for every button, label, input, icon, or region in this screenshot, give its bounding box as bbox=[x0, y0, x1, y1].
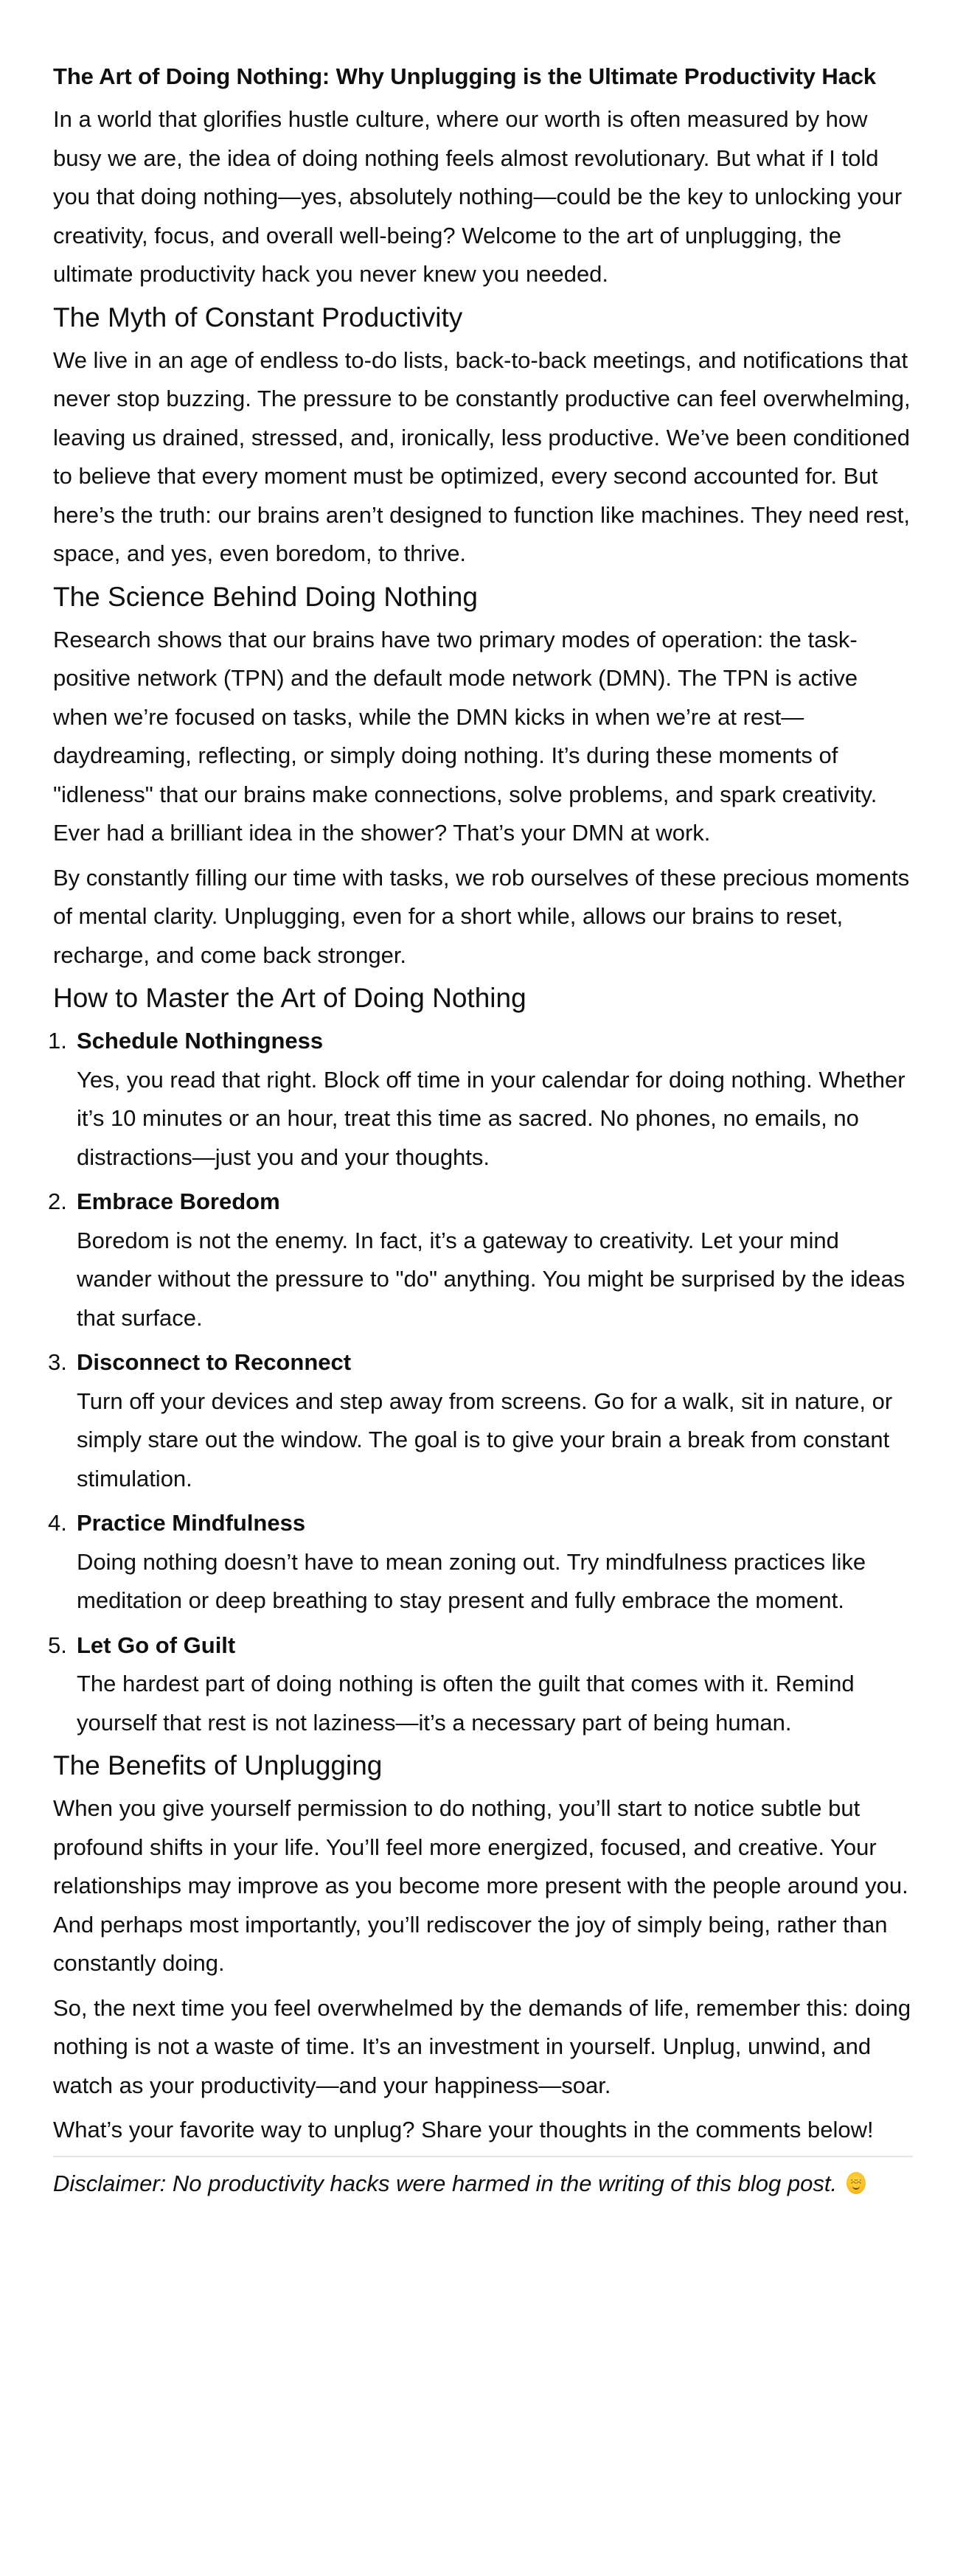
comments-prompt: What’s your favorite way to unplug? Share your thoughts in the comments below! bbox=[53, 2117, 874, 2142]
section-heading: The Myth of Constant Productivity bbox=[53, 302, 463, 333]
divider bbox=[53, 2156, 913, 2157]
list-item-title: Embrace Boredom bbox=[77, 1188, 280, 1214]
section-benefits bbox=[53, 1748, 913, 2150]
list-item-title: Practice Mindfulness bbox=[77, 1510, 306, 1536]
list-item-text: The hardest part of doing nothing is often the guilt that comes with it. Remind yourself that rest is not laziness—it’s a necessary part of being human. bbox=[77, 1671, 855, 1736]
section-science bbox=[53, 579, 913, 975]
list-item-title: Let Go of Guilt bbox=[77, 1632, 236, 1658]
intro-paragraph: In a world that glorifies hustle culture, where our worth is often measured by how busy we are, the idea of doing nothing feels almost revolutionary. But what if I told you that doing nothing—yes, absolutely nothing—could be the key to unlocking your creativity, focus, and overall well-being? Welcome to the art of unplugging, the ultimate productivity hack you never knew you needed. bbox=[53, 106, 903, 287]
section-paragraph: We live in an age of endless to-do lists, back-to-back meetings, and notifications that never stop buzzing. The pressure to be constantly productive can feel overwhelming, leaving us drained, stressed, and, ironically, less productive. We’ve been conditioned to believe that every moment must be optimized, every second accounted for. But here’s the truth: our brains aren’t designed to function like machines. They need rest, space, and yes, even boredom, to thrive. bbox=[53, 347, 911, 566]
list-item-number: 5. bbox=[48, 1632, 67, 1658]
list-item bbox=[48, 1022, 913, 1177]
list-item-number: 2. bbox=[48, 1188, 67, 1214]
list-item-number: 4. bbox=[48, 1510, 67, 1536]
section-paragraph: So, the next time you feel overwhelmed by the demands of life, remember this: doing nothing is not a waste of time. It’s an investment in yourself. Unplug, unwind, and watch as your productivity—and your happiness—soar. bbox=[53, 1994, 911, 2098]
list-item-text: Yes, you read that right. Block off time in your calendar for doing nothing. Whether it’s 10 minutes or an hour, treat this time as sacred. No phones, no emails, no distractions—just you and your thoughts. bbox=[77, 1066, 905, 1170]
list-item bbox=[48, 1626, 913, 1743]
steps-list bbox=[48, 1022, 913, 1742]
list-item-text: Boredom is not the enemy. In fact, it’s a gateway to creativity. Let your mind wander without the pressure to "do" anything. You might be surprised by the ideas that surface. bbox=[77, 1227, 905, 1331]
section-how-to bbox=[48, 981, 913, 1742]
section-myth bbox=[53, 300, 913, 574]
list-item-title: Schedule Nothingness bbox=[77, 1028, 324, 1054]
list-item bbox=[48, 1183, 913, 1337]
article-title: The Art of Doing Nothing: Why Unplugging is the Ultimate Productivity Hack bbox=[53, 63, 877, 89]
smiling-face-icon bbox=[846, 2172, 866, 2194]
section-heading: The Benefits of Unplugging bbox=[53, 1750, 383, 1780]
list-item-text: Turn off your devices and step away from screens. Go for a walk, sit in nature, or simply stare out the window. The goal is to give your brain a break from constant stimulation. bbox=[77, 1388, 893, 1491]
list-item bbox=[48, 1504, 913, 1621]
disclaimer bbox=[53, 2165, 913, 2204]
list-item-text: Doing nothing doesn’t have to mean zoning out. Try mindfulness practices like meditation or deep breathing to stay present and fully embrace the moment. bbox=[77, 1548, 866, 1613]
list-item-number: 1. bbox=[48, 1028, 67, 1054]
section-paragraph: Research shows that our brains have two primary modes of operation: the task-positive network (TPN) and the default mode network (DMN). The TPN is active when we’re focused on tasks, while the DMN kicks in when we’re at rest—daydreaming, reflecting, or simply doing nothing. It’s during these moments of "idleness" that our brains make connections, solve problems, and spark creativity. Ever had a brilliant idea in the shower? That’s your DMN at work. bbox=[53, 626, 877, 846]
list-item-title: Disconnect to Reconnect bbox=[77, 1349, 352, 1375]
section-paragraph: By constantly filling our time with tasks, we rob ourselves of these precious moments of mental clarity. Unplugging, even for a short while, allows our brains to reset, recharge, and come back stronger. bbox=[53, 864, 910, 968]
list-item bbox=[48, 1343, 913, 1498]
disclaimer-text: Disclaimer: No productivity hacks were harmed in the writing of this blog post. bbox=[53, 2170, 838, 2196]
section-paragraph: When you give yourself permission to do nothing, you’ll start to notice subtle but profound shifts in your life. You’ll feel more energized, focused, and creative. Your relationships may improve as you become more present with the people around you. And perhaps most importantly, you’ll rediscover the joy of simply being, rather than constantly doing. bbox=[53, 1795, 908, 1976]
list-item-number: 3. bbox=[48, 1349, 67, 1375]
section-heading: The Science Behind Doing Nothing bbox=[53, 581, 478, 612]
section-heading: How to Master the Art of Doing Nothing bbox=[53, 983, 526, 1013]
blog-article bbox=[48, 0, 913, 2203]
